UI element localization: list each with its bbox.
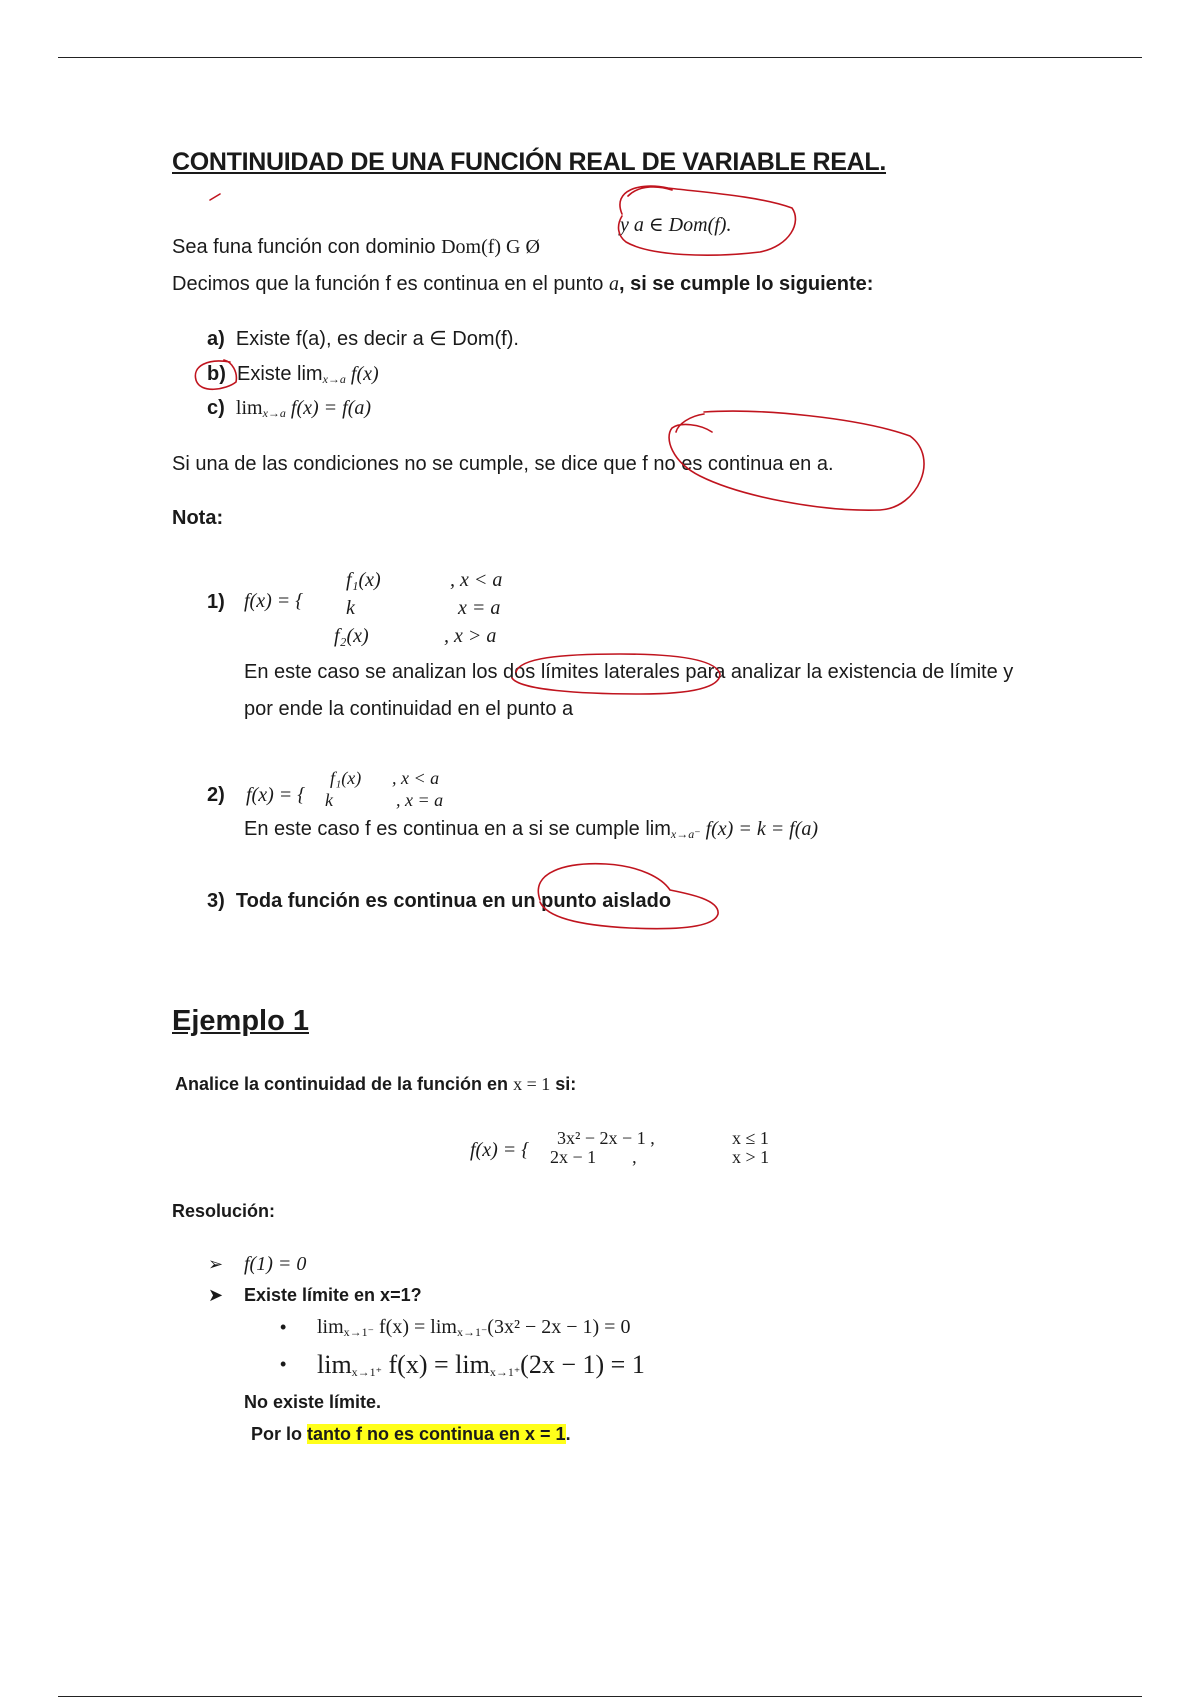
func-row-2-cond: x > 1 bbox=[732, 1147, 770, 1167]
annotation-circle-limites bbox=[512, 654, 720, 694]
step-1: f(1) = 0 bbox=[244, 1253, 307, 1275]
lim-result: (3x² − 2x − 1) = 0 bbox=[487, 1316, 631, 1338]
nota-2-row-2-expr: k bbox=[325, 790, 333, 810]
condition-text: lim bbox=[235, 397, 263, 419]
nota-1-row-3-expr: f₂(x) bbox=[334, 625, 369, 647]
condition-label: a) bbox=[207, 328, 225, 350]
annotation-circle-b bbox=[195, 360, 236, 389]
nota-1-text-1: En este caso se analizan los dos límites laterales para analizar la existencia de límite y bbox=[244, 661, 1014, 683]
nota-2-row-1-expr: f₁(x) bbox=[330, 768, 362, 788]
annotation-circle-punto bbox=[538, 864, 718, 929]
condition-text: Existe f(a), es decir a ∈ Dom(f). bbox=[235, 328, 519, 350]
nota-2-sentence: En este caso f es continua en a si se cumple lim bbox=[244, 818, 671, 840]
limit-sub: x→a⁻ bbox=[670, 827, 701, 841]
conclusion-pre: Por lo bbox=[251, 1424, 303, 1444]
prompt-math: x = 1 bbox=[513, 1074, 551, 1094]
limit-tail: f(x) bbox=[345, 363, 379, 385]
func-row-1-cond: x ≤ 1 bbox=[732, 1128, 769, 1148]
nota-1-row-3-cond: , x > a bbox=[444, 625, 497, 647]
nota-3-num: 3) bbox=[207, 890, 225, 912]
condition-label: b) bbox=[207, 363, 226, 385]
limit-tail: f(x) = f(a) bbox=[285, 397, 372, 419]
prompt-tail: si: bbox=[555, 1074, 577, 1094]
arrow-bullet-icon: ➢ bbox=[208, 1254, 224, 1274]
annotation-tick bbox=[210, 194, 220, 200]
conclusion-end: . bbox=[565, 1424, 571, 1444]
lim-sub: x→1⁺ bbox=[489, 1365, 521, 1379]
lim-word: lim bbox=[317, 1316, 344, 1338]
lim-word: lim bbox=[317, 1350, 352, 1379]
limit-sub: x→a bbox=[262, 406, 286, 420]
func-row-2-expr: 2x − 1 , bbox=[550, 1147, 637, 1167]
step-2: Existe límite en x=1? bbox=[244, 1285, 422, 1305]
nota-2-num: 2) bbox=[207, 784, 225, 806]
nota-1-row-1-expr: f₁(x) bbox=[346, 569, 381, 591]
nota-1-row-2-expr: k bbox=[346, 597, 355, 619]
arrow-bullet-icon: ➤ bbox=[208, 1285, 224, 1305]
nota-1-num: 1) bbox=[207, 591, 225, 613]
annotation-circle-no-continua bbox=[669, 411, 924, 510]
def-bold: , si se cumple lo siguiente: bbox=[618, 273, 874, 295]
bullet-icon: • bbox=[280, 1354, 287, 1374]
example-heading: Ejemplo 1 bbox=[172, 1005, 309, 1037]
lim-body: f(x) = lim bbox=[374, 1316, 457, 1338]
nota-label: Nota: bbox=[172, 507, 224, 529]
limit-sub: x→a bbox=[322, 372, 346, 386]
func-row-1-expr: 3x² − 2x − 1 , bbox=[557, 1128, 655, 1148]
limit-tail: f(x) = k = f(a) bbox=[700, 818, 819, 840]
nota-2-lhs: f(x) = { bbox=[246, 784, 306, 806]
bullet-icon: • bbox=[280, 1317, 287, 1337]
conclusion-highlight: tanto f no es continua en x = 1 bbox=[307, 1424, 566, 1444]
page-title: CONTINUIDAD DE UNA FUNCIÓN REAL DE VARIABLE REAL. bbox=[172, 148, 887, 176]
nota-3-text: Toda función es continua en un punto aislado bbox=[235, 890, 672, 912]
lim-result: (2x − 1) = 1 bbox=[520, 1350, 645, 1379]
annotation-circle-domain bbox=[619, 186, 796, 255]
nota-1-row-1-cond: , x < a bbox=[450, 569, 503, 591]
prompt-text: Analice la continuidad de la función en bbox=[175, 1074, 509, 1094]
nota-1-text-2: por ende la continuidad en el punto a bbox=[244, 698, 574, 720]
resolution-label: Resolución: bbox=[172, 1201, 276, 1221]
intro-tail: y a ∈ Dom(f). bbox=[620, 214, 732, 236]
func-lhs: f(x) = { bbox=[470, 1139, 530, 1161]
lim-sub: x→1⁻ bbox=[456, 1325, 488, 1339]
nota-2-row-1-cond: , x < a bbox=[392, 768, 440, 788]
lim-sub: x→1⁺ bbox=[351, 1365, 383, 1379]
condition-text: Existe lim bbox=[237, 363, 323, 385]
nota-1-row-2-cond: x = a bbox=[458, 597, 501, 619]
not-continuous-text: Si una de las condiciones no se cumple, se dice que f no es continua en a. bbox=[172, 453, 834, 475]
domain-expr: Dom(f) G Ø bbox=[441, 236, 540, 258]
no-limit-text: No existe límite. bbox=[244, 1392, 382, 1412]
lim-body: f(x) = lim bbox=[382, 1350, 490, 1379]
def-text: Decimos que la función f es continua en el punto bbox=[172, 273, 604, 295]
intro-text: Sea funa función con dominio bbox=[172, 236, 436, 258]
condition-label: c) bbox=[207, 397, 225, 419]
nota-1-lhs: f(x) = { bbox=[244, 590, 304, 612]
nota-2-row-2-cond: , x = a bbox=[396, 790, 444, 810]
lim-sub: x→1⁻ bbox=[343, 1325, 375, 1339]
point-var: a bbox=[608, 273, 619, 295]
